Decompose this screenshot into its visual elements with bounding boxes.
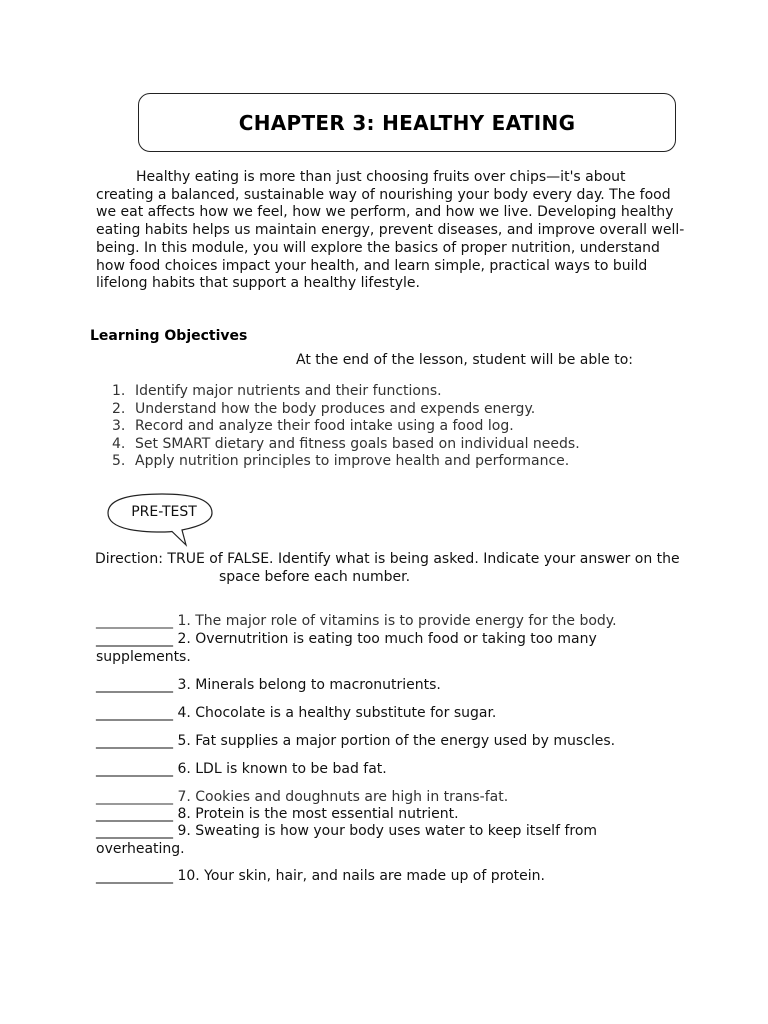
objective-number: 3. [112, 418, 126, 434]
question-item [96, 630, 656, 666]
answer-blank[interactable]: ___________ [96, 631, 173, 647]
intro-paragraph [96, 169, 686, 293]
objective-text: Understand how the body produces and expends energy. [135, 400, 536, 417]
objective-number: 2. [112, 400, 126, 417]
answer-blank[interactable]: ___________ [96, 677, 173, 693]
answer-blank[interactable]: ___________ [96, 761, 173, 777]
objective-text: Identify major nutrients and their functions. [135, 383, 442, 399]
question-item [96, 788, 656, 806]
question-text: 6. LDL is known to be bad fat. [173, 761, 387, 777]
question-item [96, 704, 656, 722]
intro-line: being. In this module, you will explore the basics of proper nutrition, understand [96, 239, 660, 256]
objective-number: 1. [112, 383, 126, 399]
question-text-continued: supplements. [96, 649, 191, 665]
objective-number: 5. [112, 453, 126, 469]
objective-item [112, 453, 580, 471]
answer-blank[interactable]: ___________ [96, 868, 173, 884]
objective-number: 4. [112, 435, 126, 452]
objective-item [112, 383, 580, 401]
intro-line: we eat affects how we feel, how we perform, and how we live. Developing healthy [96, 204, 674, 221]
direction-text [95, 550, 695, 586]
question-text: 4. Chocolate is a healthy substitute for sugar. [173, 705, 497, 721]
question-item [96, 612, 656, 630]
objectives-lead-text: At the end of the lesson, student will be able to: [296, 352, 633, 368]
objective-text: Apply nutrition principles to improve health and performance. [135, 453, 570, 469]
question-item [96, 805, 656, 823]
question-item [96, 867, 656, 885]
objective-item [112, 401, 580, 419]
speech-bubble-icon [106, 491, 218, 549]
learning-objectives-heading: Learning Objectives [90, 328, 248, 344]
answer-blank[interactable]: ___________ [96, 789, 173, 805]
question-text: 10. Your skin, hair, and nails are made up of protein. [173, 868, 545, 884]
objective-text: Record and analyze their food intake using a food log. [135, 418, 514, 434]
intro-line: Healthy eating is more than just choosing fruits over chips—it's about [136, 169, 626, 185]
question-item [96, 760, 656, 778]
question-text: 8. Protein is the most essential nutrient. [173, 806, 459, 822]
pretest-label: PRE-TEST [131, 504, 197, 520]
answer-blank[interactable]: ___________ [96, 823, 173, 839]
question-text: 2. Overnutrition is eating too much food or taking too many [173, 631, 597, 647]
answer-blank[interactable]: ___________ [96, 806, 173, 822]
objective-item [112, 436, 580, 454]
question-text: 5. Fat supplies a major portion of the energy used by muscles. [173, 733, 616, 749]
question-item [96, 732, 656, 750]
objective-text: Set SMART dietary and fitness goals based on individual needs. [135, 435, 580, 452]
question-item [96, 822, 656, 858]
chapter-title-box [138, 93, 676, 152]
question-text-continued: overheating. [96, 841, 185, 857]
question-text: 7. Cookies and doughnuts are high in trans-fat. [173, 789, 509, 805]
answer-blank[interactable]: ___________ [96, 613, 173, 629]
direction-line: space before each number. [219, 569, 411, 585]
answer-blank[interactable]: ___________ [96, 705, 173, 721]
intro-line: lifelong habits that support a healthy lifestyle. [96, 275, 420, 292]
direction-line: Direction: TRUE of FALSE. Identify what is being asked. Indicate your answer on the [95, 551, 680, 567]
intro-line: eating habits helps us maintain energy, prevent diseases, and improve overall well- [96, 222, 685, 239]
intro-line: creating a balanced, sustainable way of nourishing your body every day. The food [96, 186, 671, 203]
objectives-list [112, 383, 580, 471]
chapter-title: CHAPTER 3: HEALTHY EATING [238, 110, 576, 135]
question-text: 1. The major role of vitamins is to provide energy for the body. [173, 613, 617, 629]
question-text: 9. Sweating is how your body uses water to keep itself from [173, 823, 598, 839]
intro-line: how food choices impact your health, and learn simple, practical ways to build [96, 257, 648, 274]
objective-item [112, 418, 580, 436]
answer-blank[interactable]: ___________ [96, 733, 173, 749]
question-text: 3. Minerals belong to macronutrients. [173, 677, 441, 693]
question-item [96, 676, 656, 694]
